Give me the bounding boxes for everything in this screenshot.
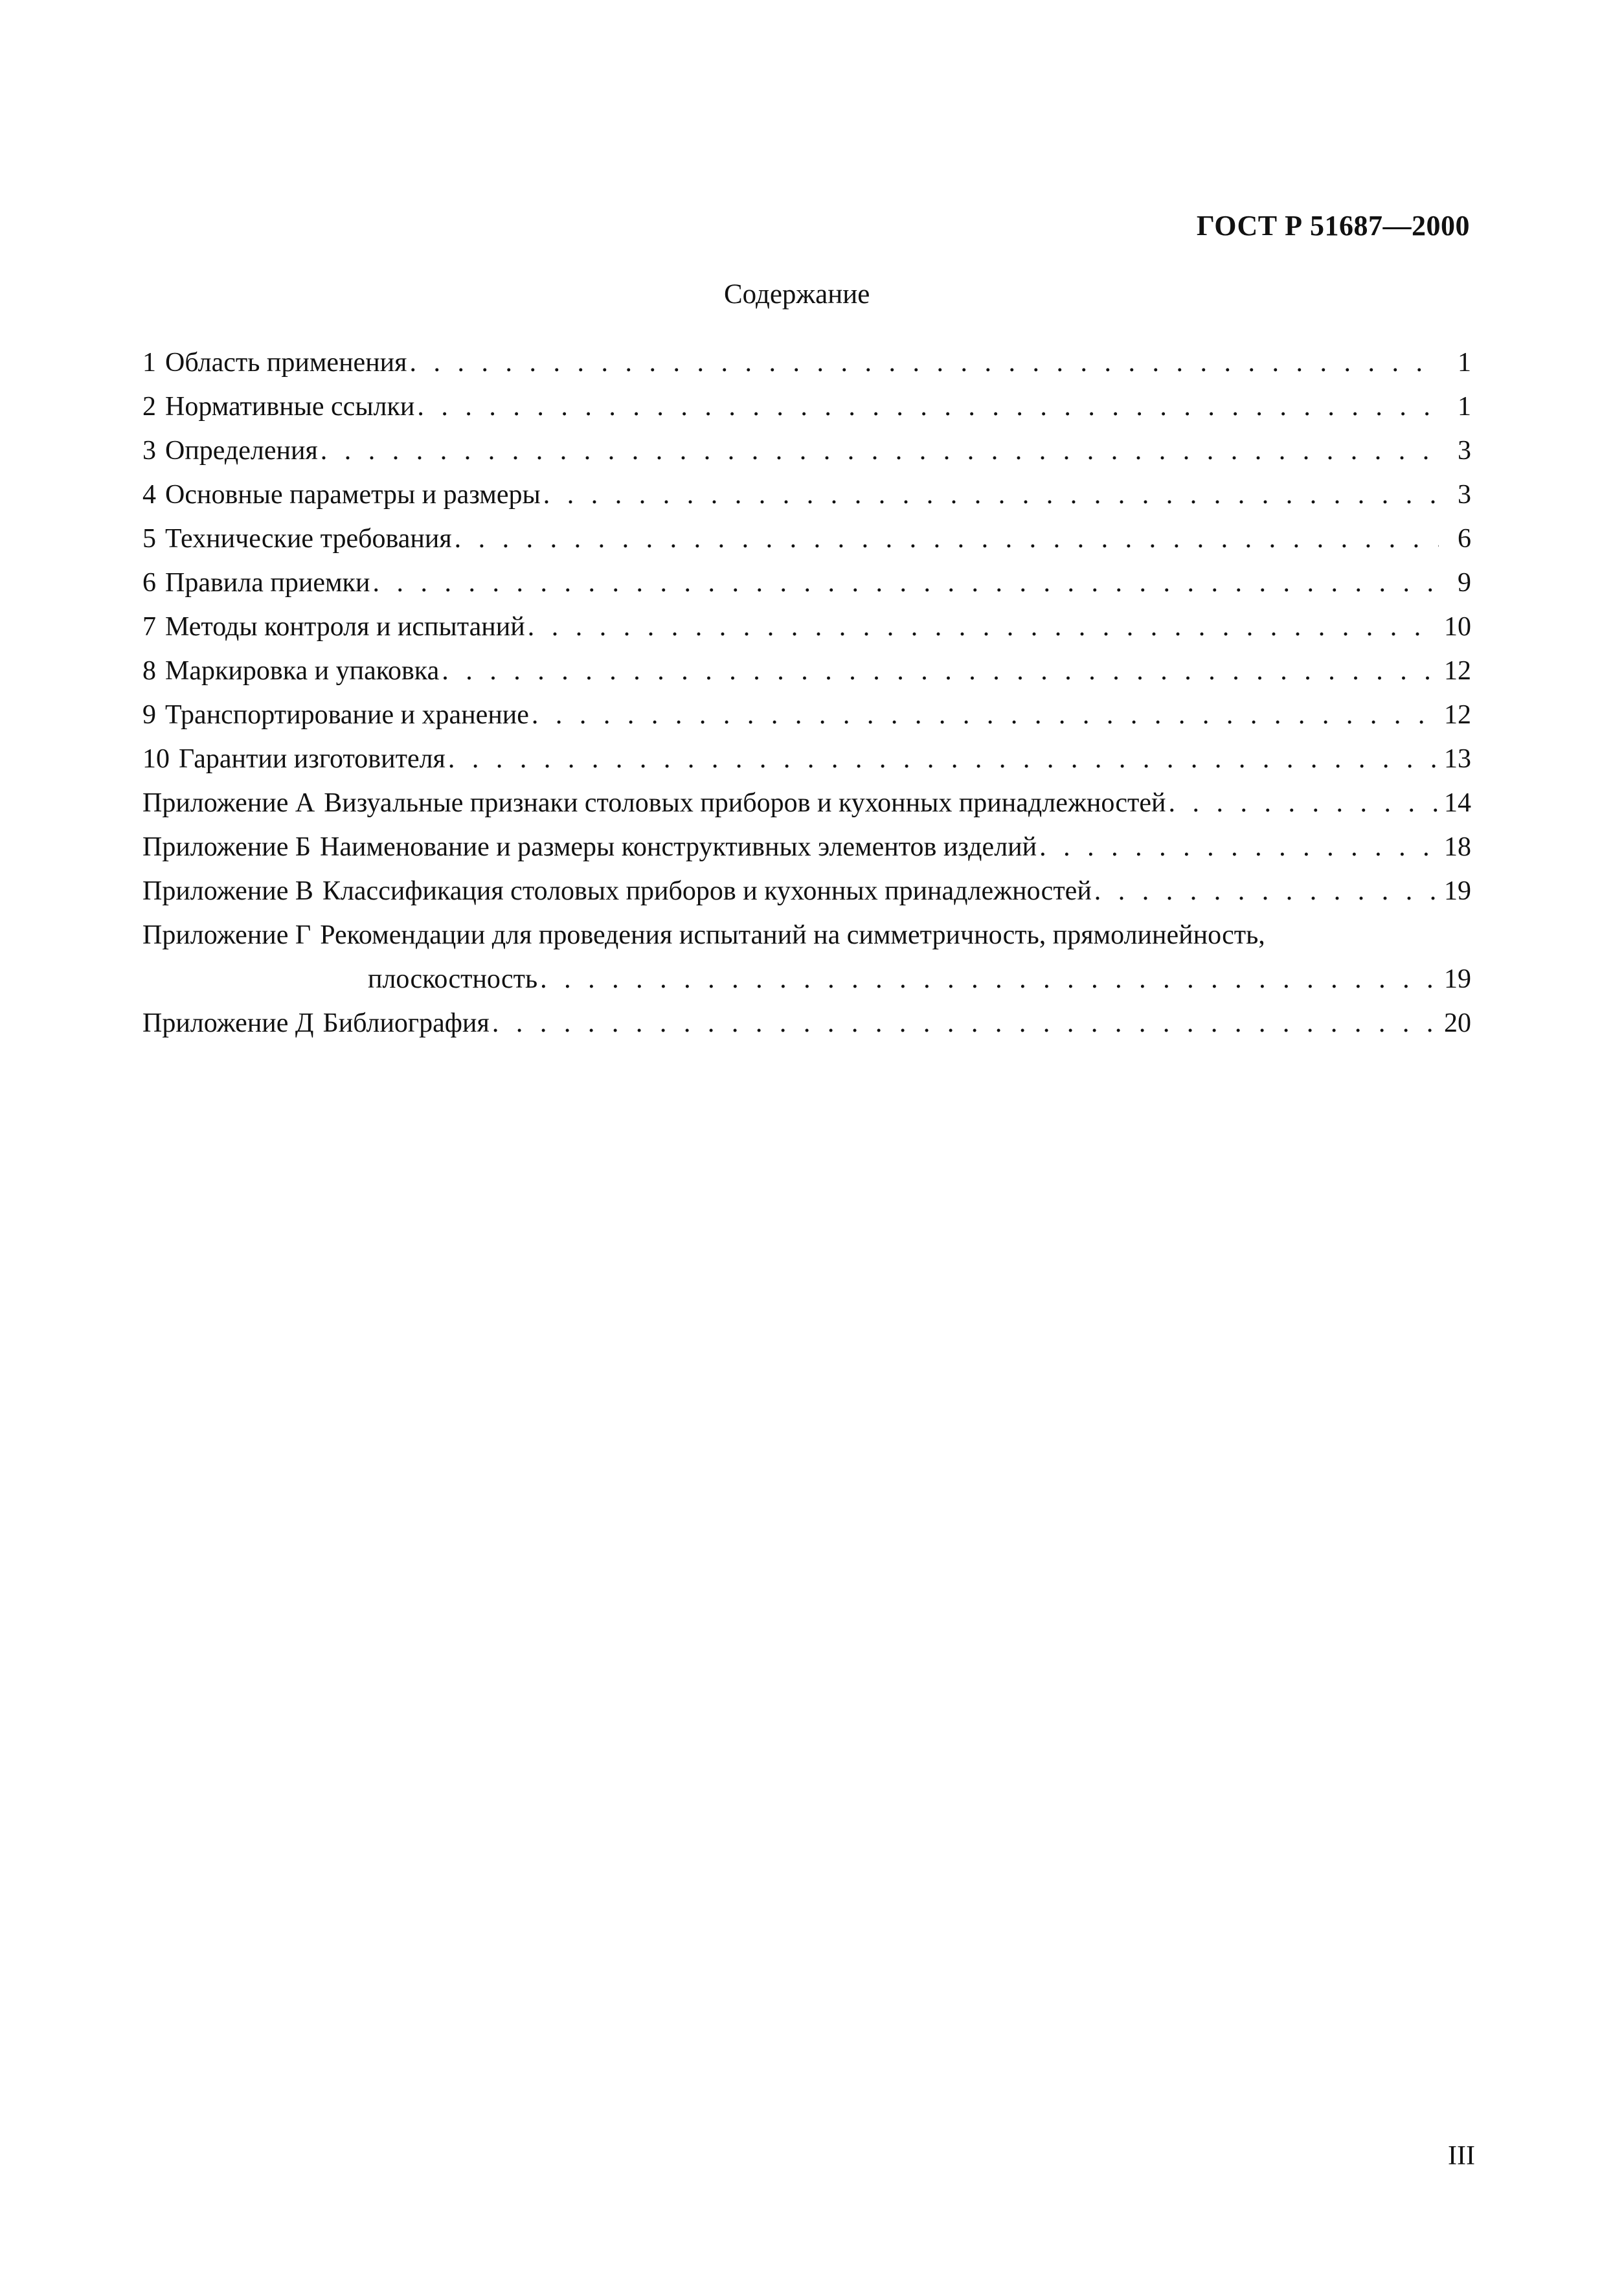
toc-entry-label: Гарантии изготовителя — [179, 744, 445, 774]
toc-entry-label-continuation: плоскостность — [368, 964, 538, 994]
toc-entry-label: Классификация столовых приборов и кухонных принадлежностей — [322, 876, 1092, 906]
toc-entry-label: Маркировка и упаковка — [165, 656, 440, 686]
toc-entry-label: Нормативные ссылки — [165, 392, 415, 422]
toc-entry[interactable] — [142, 605, 1471, 649]
toc-entry-label: Область применения — [165, 348, 407, 378]
table-of-contents — [142, 341, 1471, 1045]
toc-entry-label: Рекомендации для проведения испытаний на симметричность, прямолинейность, — [320, 920, 1265, 950]
toc-annex-designation: Приложение Д — [142, 1008, 314, 1038]
toc-annex-designation: Приложение В — [142, 876, 313, 906]
toc-entry-number: 3 — [142, 436, 156, 466]
toc-entry-page: 9 — [1458, 568, 1471, 598]
toc-entry-page: 13 — [1444, 744, 1471, 774]
toc-entry-label: Технические требования — [165, 524, 452, 554]
toc-dot-leader — [1039, 825, 1438, 869]
toc-entry[interactable] — [142, 429, 1471, 473]
toc-entry-label: Определения — [165, 436, 318, 466]
toc-entry-label: Методы контроля и испытаний — [165, 612, 525, 642]
toc-dot-leader — [409, 341, 1439, 385]
toc-entry-number: 1 — [142, 348, 156, 378]
document-code: ГОСТ Р 51687—2000 — [1196, 210, 1470, 242]
toc-entry[interactable] — [142, 693, 1471, 737]
toc-entry-label: Транспортирование и хранение — [165, 700, 529, 730]
toc-entry-page: 18 — [1444, 832, 1471, 862]
toc-annex-designation: Приложение Г — [142, 920, 311, 950]
page-number: III — [1448, 2141, 1475, 2171]
toc-annex-entry[interactable] — [142, 781, 1471, 825]
toc-dot-leader — [528, 605, 1438, 649]
toc-entry-number: 9 — [142, 700, 156, 730]
toc-entry-page: 10 — [1444, 612, 1471, 642]
toc-entry-number: 6 — [142, 568, 156, 598]
toc-dot-leader — [372, 561, 1439, 605]
toc-entry-page: 20 — [1444, 1008, 1471, 1038]
toc-annex-entry[interactable] — [142, 913, 1471, 957]
toc-dot-leader — [492, 1001, 1438, 1045]
toc-dot-leader — [321, 429, 1439, 473]
toc-dot-leader — [540, 957, 1438, 1001]
toc-entry-label: Наименование и размеры конструктивных элементов изделий — [320, 832, 1037, 862]
toc-entry-number: 8 — [142, 656, 156, 686]
toc-entry-page: 19 — [1444, 964, 1471, 994]
toc-entry-label: Визуальные признаки столовых приборов и кухонных принадлежностей — [324, 788, 1166, 818]
toc-dot-leader — [442, 649, 1438, 693]
toc-entry-label: Правила приемки — [165, 568, 370, 598]
toc-entry[interactable] — [142, 561, 1471, 605]
toc-entry[interactable] — [142, 473, 1471, 517]
toc-dot-leader — [455, 517, 1439, 561]
toc-entry[interactable] — [142, 385, 1471, 429]
toc-entry-page: 1 — [1458, 392, 1471, 422]
toc-dot-leader — [543, 473, 1439, 517]
toc-title: Содержание — [724, 279, 870, 310]
toc-dot-leader — [417, 385, 1439, 429]
toc-annex-designation: Приложение Б — [142, 832, 311, 862]
toc-dot-leader — [1169, 781, 1438, 825]
toc-annex-entry[interactable] — [142, 1001, 1471, 1045]
toc-entry-number: 5 — [142, 524, 156, 554]
toc-entry-label: Библиография — [322, 1008, 490, 1038]
toc-dot-leader — [448, 737, 1438, 781]
toc-entry-page: 12 — [1444, 700, 1471, 730]
toc-entry-page: 3 — [1458, 480, 1471, 510]
toc-entry-number: 2 — [142, 392, 156, 422]
toc-dot-leader — [1094, 869, 1438, 913]
toc-entry-page: 14 — [1444, 788, 1471, 818]
toc-entry-page: 12 — [1444, 656, 1471, 686]
toc-entry-page: 1 — [1458, 348, 1471, 378]
toc-entry-number: 10 — [142, 744, 170, 774]
toc-entry[interactable] — [142, 649, 1471, 693]
toc-entry-number: 4 — [142, 480, 156, 510]
toc-annex-designation: Приложение А — [142, 788, 315, 818]
toc-entry-page: 3 — [1458, 436, 1471, 466]
toc-dot-leader — [532, 693, 1438, 737]
toc-entry[interactable] — [142, 517, 1471, 561]
toc-entry-page: 19 — [1444, 876, 1471, 906]
toc-entry[interactable] — [142, 737, 1471, 781]
toc-annex-entry[interactable] — [142, 825, 1471, 869]
toc-entry-number: 7 — [142, 612, 156, 642]
toc-annex-entry[interactable] — [142, 869, 1471, 913]
toc-entry-label: Основные параметры и размеры — [165, 480, 541, 510]
toc-entry-page: 6 — [1458, 524, 1471, 554]
toc-entry[interactable] — [142, 341, 1471, 385]
toc-entry-continuation[interactable] — [142, 957, 1471, 1001]
